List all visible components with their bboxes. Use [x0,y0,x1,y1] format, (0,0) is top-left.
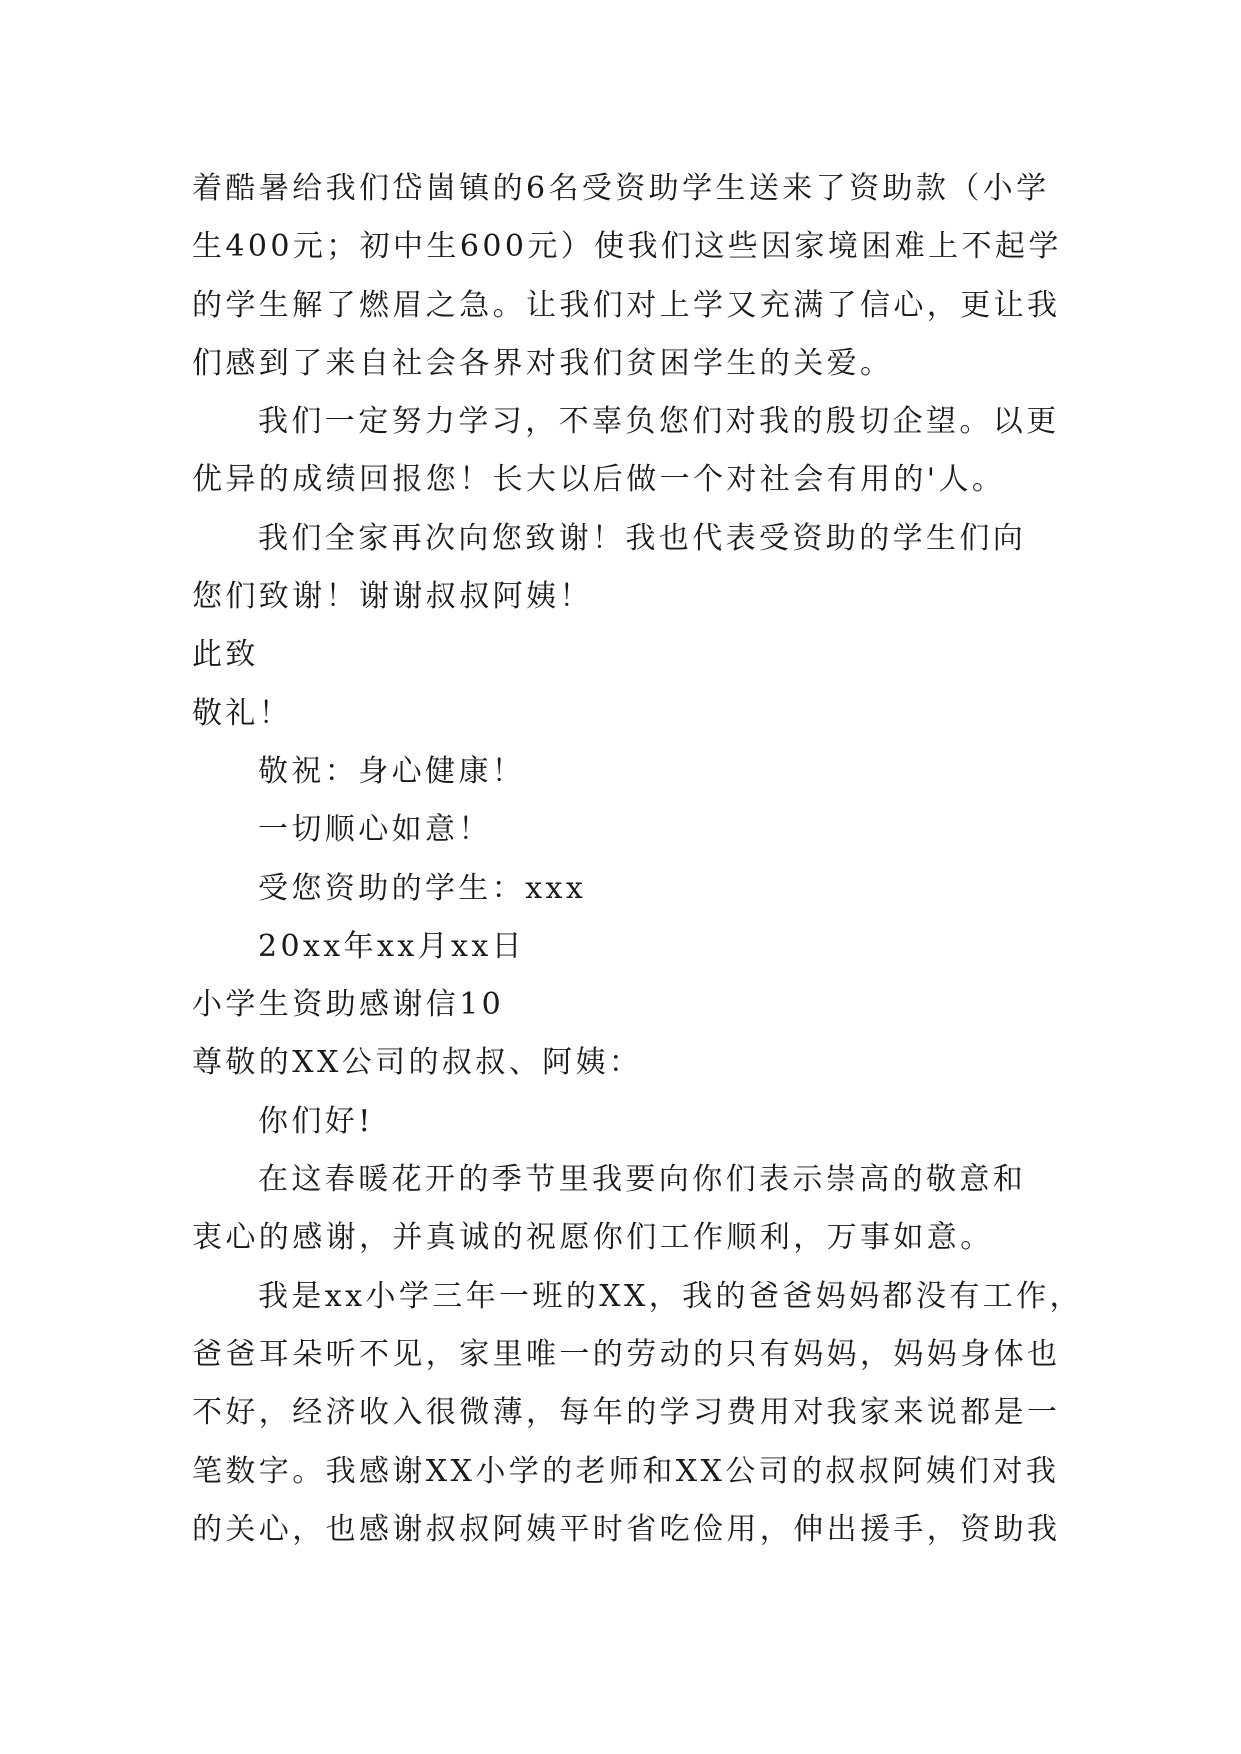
text-line: 的学生解了燃眉之急。让我们对上学又充满了信心，更让我 [192,287,1061,323]
text-line: 衷心的感谢，并真诚的祝愿你们工作顺利，万事如意。 [192,1220,994,1256]
text-line: 20xx年xx月xx日 [258,928,526,964]
text-line: 优异的成绩回报您！长大以后做一个对社会有用的'人。 [192,462,1006,498]
text-line: 们感到了来自社会各界对我们贫困学生的关爱。 [192,345,894,381]
text-line: 着酷暑给我们岱崮镇的6名受资助学生送来了资助款（小学 [192,171,1050,206]
text-line: 生400元；初中生600元）使我们这些因家境困难上不起学 [192,229,1062,265]
text-line: 笔数字。我感谢XX小学的老师和XX公司的叔叔阿姨们对我 [192,1453,1060,1489]
text-line: 敬礼！ [192,695,293,731]
text-line: 您们致谢！谢谢叔叔阿姨！ [192,579,593,615]
text-line: 受您资助的学生：xxx [258,870,587,906]
text-line: 你们好! [258,1103,374,1139]
text-line: 的关心，也感谢叔叔阿姨平时省吃俭用，伸出援手，资助我 [192,1511,1061,1547]
text-line: 我们全家再次向您致谢！我也代表受资助的学生们向 [258,520,1027,556]
text-line: 我们一定努力学习，不辜负您们对我的殷切企望。以更 [258,404,1060,440]
text-line: 不好，经济收入很微薄，每年的学习费用对我家来说都是一 [192,1395,1061,1431]
text-line: 爸爸耳朵听不见，家里唯一的劳动的只有妈妈，妈妈身体也 [192,1336,1061,1372]
text-line: 此致 [192,637,259,673]
text-line: 尊敬的XX公司的叔叔、阿姨： [192,1045,643,1081]
text-line: 小学生资助感谢信10 [192,987,505,1023]
text-line: 敬祝：身心健康！ [258,753,526,789]
text-line: 在这春暖花开的季节里我要向你们表示崇高的敬意和 [258,1162,1027,1198]
text-line: 一切顺心如意！ [258,812,492,848]
letter-body [192,160,1083,1559]
text-line: 我是xx小学三年一班的XX，我的爸爸妈妈都没有工作， [258,1278,1083,1314]
